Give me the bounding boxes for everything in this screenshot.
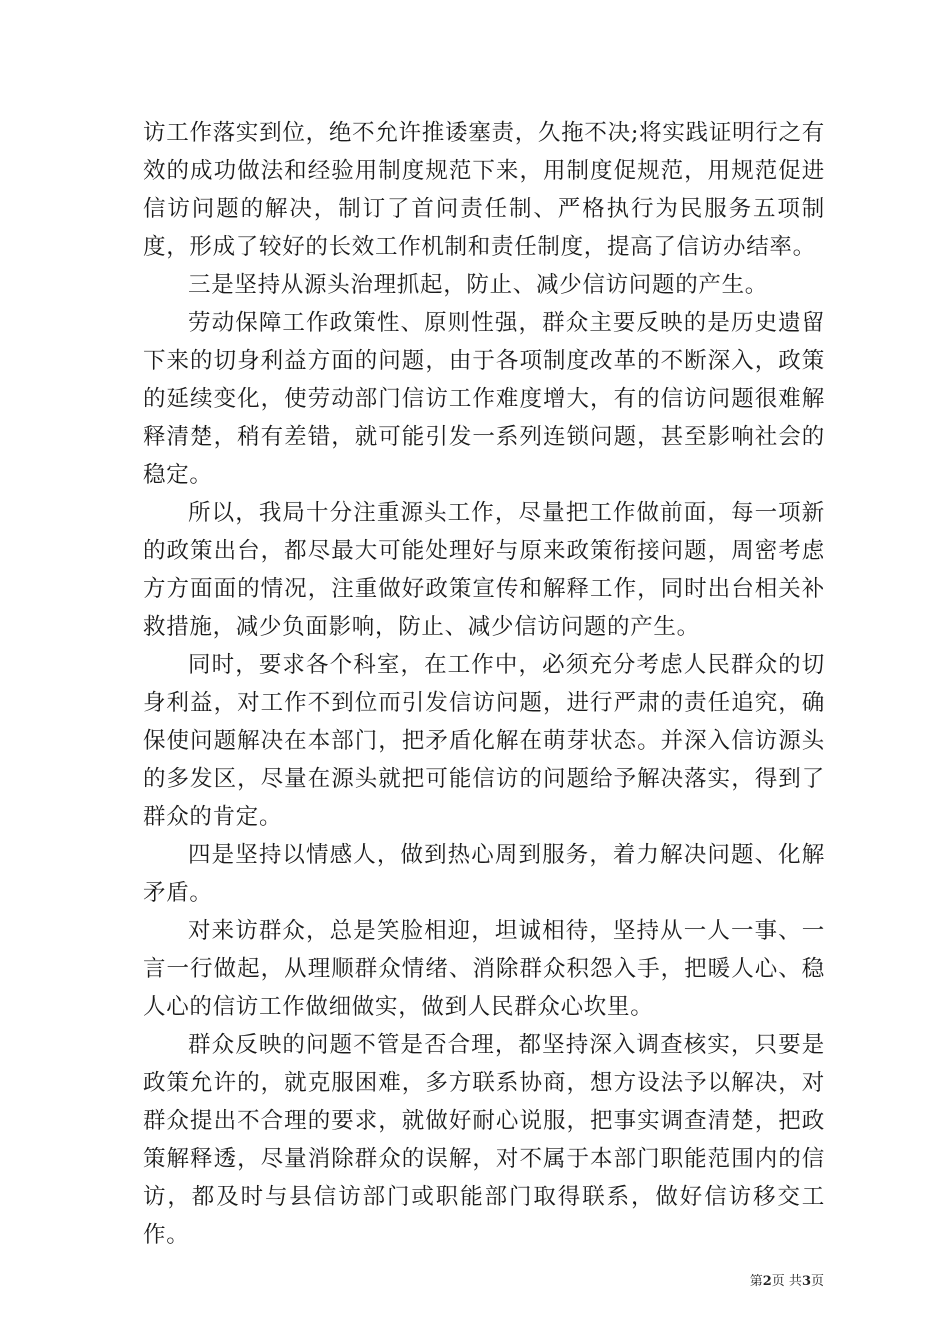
paragraph-7: 对来访群众，总是笑脸相迎，坦诚相待，坚持从一人一事、一言一行做起，从理顺群众情绪、消除群众积怨入手，把暖人心、稳人心的信访工作做细做实，做到人民群众心坎里。 — [143, 918, 825, 1020]
total-pages-number: 3 — [801, 1274, 811, 1289]
paragraph-2-heading: 三是坚持从源头治理抓起，防止、减少信访问题的产生。 — [188, 272, 769, 298]
footer-suffix: 页 — [810, 1274, 824, 1289]
paragraph-5: 同时，要求各个科室，在工作中，必须充分考虑人民群众的切身利益，对工作不到位而引发信访问题，进行严肃的责任追究，确保使问题解决在本部门，把矛盾化解在萌芽状态。并深入信访源头的多发区，尽量在源头就把可能信访的问题给予解决落实，得到了群众的肯定。 — [143, 652, 825, 830]
paragraph-6-heading: 四是坚持以情感人，做到热心周到服务，着力解决问题、化解矛盾。 — [143, 842, 825, 906]
footer-prefix: 第 — [749, 1274, 763, 1289]
paragraph-1: 访工作落实到位，绝不允许推诿塞责，久拖不决;将实践证明行之有效的成功做法和经验用制度规范下来，用制度促规范，用规范促进信访问题的解决，制订了首问责任制、严格执行为民服务五项制度，形成了较好的长效工作机制和责任制度，提高了信访办结率。 — [143, 120, 825, 260]
page-footer — [684, 1270, 824, 1289]
paragraph-4: 所以，我局十分注重源头工作，尽量把工作做前面，每一项新的政策出台，都尽最大可能处理好与原来政策衔接问题，周密考虑方方面面的情况，注重做好政策宣传和解释工作，同时出台相关补救措施，减少负面影响，防止、减少信访问题的产生。 — [143, 500, 825, 640]
paragraph-3: 劳动保障工作政策性、原则性强，群众主要反映的是历史遗留下来的切身利益方面的问题，由于各项制度改革的不断深入，政策的延续变化，使劳动部门信访工作难度增大，有的信访问题很难解释清楚，稍有差错，就可能引发一系列连锁问题，甚至影响社会的稳定。 — [143, 310, 825, 488]
current-page-number: 2 — [762, 1274, 772, 1289]
document-body — [143, 114, 825, 1254]
paragraph-8: 群众反映的问题不管是否合理，都坚持深入调查核实，只要是政策允许的，就克服困难，多方联系协商，想方设法予以解决，对群众提出不合理的要求，就做好耐心说服，把事实调查清楚，把政策解释透，尽量消除群众的误解，对不属于本部门职能范围内的信访，都及时与县信访部门或职能部门取得联系，做好信访移交工作。 — [143, 1032, 825, 1248]
footer-middle: 页 共 — [771, 1274, 802, 1289]
